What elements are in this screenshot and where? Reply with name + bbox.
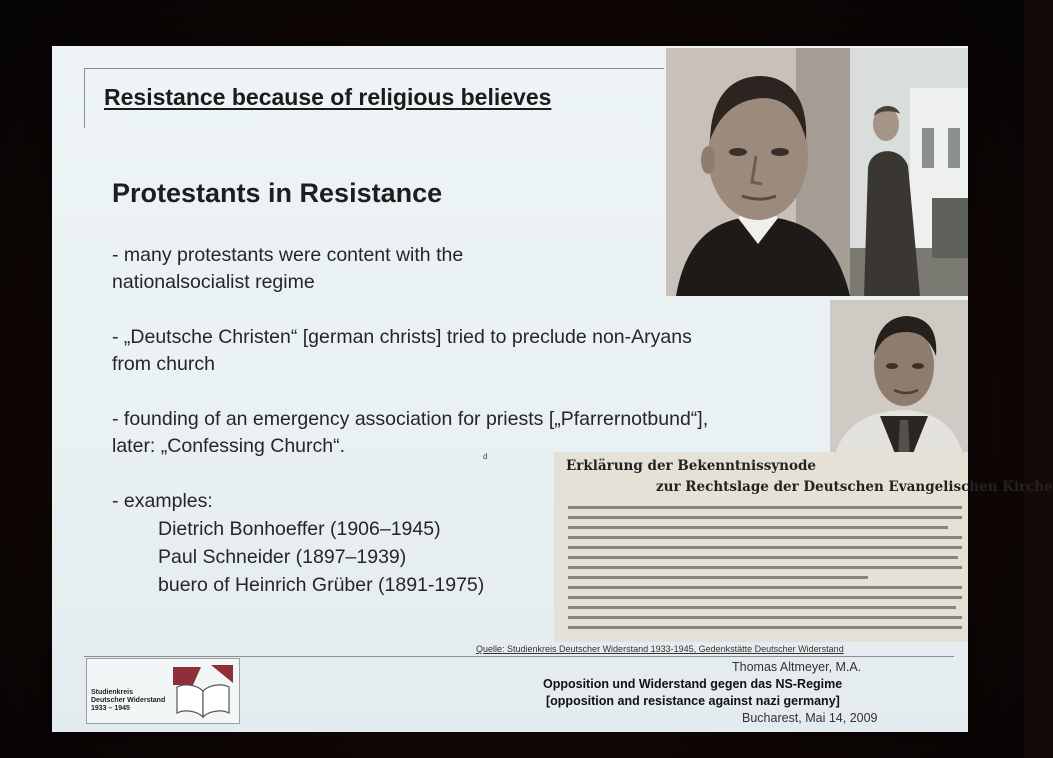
standing-figure-illustration: [850, 48, 968, 296]
bullet-line: later: „Confessing Church“.: [112, 435, 346, 457]
portrait-small-illustration: [830, 300, 968, 476]
bullet-line: nationalsocialist regime: [112, 271, 315, 293]
bullet-line: from church: [112, 353, 215, 375]
bullet-line: - founding of an emergency association for priests [„Pfarrernotbund“],: [112, 408, 709, 430]
document-text-line: [568, 586, 962, 589]
portrait-illustration: [666, 48, 850, 296]
stray-mark: d: [483, 452, 488, 461]
source-credit: Quelle: Studienkreis Deutscher Widerstand 1933-1945, Gedenkstätte Deutscher Widerstand: [476, 644, 844, 654]
logo-line: Studienkreis: [91, 689, 134, 696]
logo-line: 1933 – 1945: [91, 705, 130, 712]
talk-title: Opposition und Widerstand gegen das NS-Regime: [543, 677, 843, 691]
portrait-photo: [666, 48, 850, 296]
portrait-photo-small: [830, 300, 968, 476]
bullet-point: [112, 324, 832, 378]
document-text-line: [568, 526, 948, 529]
projected-slide: [52, 46, 1053, 732]
document-text-line: [568, 626, 962, 629]
author-name: Thomas Altmeyer, M.A.: [732, 660, 862, 674]
bullet-line: - many protestants were content with the: [112, 244, 464, 266]
document-text-line: [568, 576, 868, 579]
example-item: Paul Schneider (1897–1939): [158, 546, 407, 568]
document-subtitle: zur Rechtslage der Deutschen Evangelischen Kirche: [656, 479, 1053, 495]
document-text-line: [568, 606, 956, 609]
example-item: Dietrich Bonhoeffer (1906–1945): [158, 518, 441, 540]
document-text-line: [568, 536, 962, 539]
section-heading: Protestants in Resistance: [112, 178, 443, 208]
open-book-icon: [171, 663, 235, 719]
document-title: Erklärung der Bekenntnissynode: [566, 458, 817, 474]
document-text-line: [568, 616, 962, 619]
slide-frame-line: [84, 656, 954, 657]
standing-figure-photo: [850, 48, 968, 296]
organization-logo: [86, 658, 240, 724]
logo-line: Deutscher Widerstand: [91, 697, 166, 704]
bullet-line: - „Deutsche Christen“ [german christs] tried to preclude non-Aryans: [112, 326, 692, 348]
talk-subtitle: [opposition and resistance against nazi germany]: [546, 694, 840, 708]
document-text-line: [568, 516, 962, 519]
document-text-line: [568, 556, 958, 559]
document-text-line: [568, 506, 962, 509]
example-item: buero of Heinrich Grüber (1891-1975): [158, 574, 485, 596]
examples-label: - examples:: [112, 490, 213, 512]
document-text-line: [568, 596, 962, 599]
slide-frame-line: [84, 68, 85, 128]
logo-text: [91, 689, 173, 713]
historic-document-image: [554, 452, 1053, 642]
slide-frame-line: [84, 68, 664, 69]
document-text-line: [568, 546, 962, 549]
place-and-date: Bucharest, Mai 14, 2009: [742, 711, 878, 725]
document-text-line: [568, 566, 962, 569]
slide-title: Resistance because of religious believes: [104, 84, 552, 110]
